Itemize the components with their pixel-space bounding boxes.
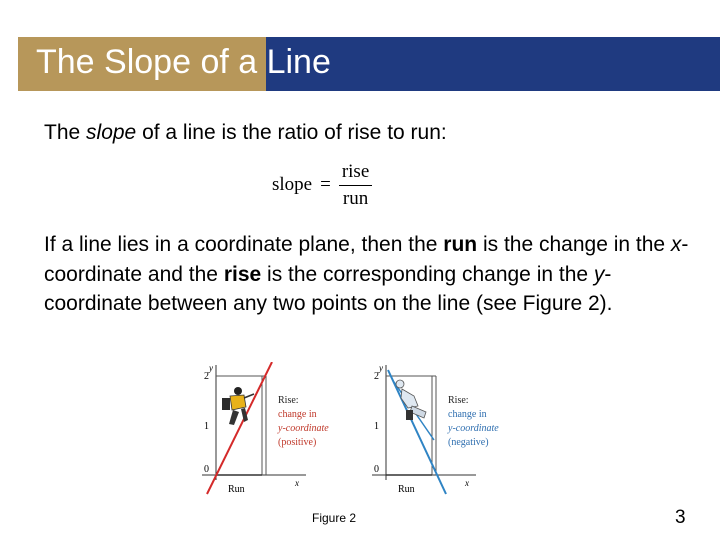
slide-title: The Slope of a Line xyxy=(36,43,331,81)
intro-sentence xyxy=(44,121,447,145)
intro-suffix: of a line is the ratio of rise to run: xyxy=(136,121,447,144)
run-label: Run xyxy=(228,484,245,495)
title-bar-blue-segment xyxy=(266,37,720,91)
x-axis-label: x xyxy=(465,478,469,488)
tick-label-0: 0 xyxy=(204,464,209,475)
explanation-paragraph xyxy=(44,230,694,319)
figure-negative-slope xyxy=(366,362,516,502)
tick-label-0: 0 xyxy=(374,464,379,475)
skier-illustration xyxy=(394,380,434,440)
para-italic-y: y xyxy=(593,262,605,286)
tick-label-2: 2 xyxy=(204,371,209,382)
tick-label-1: 1 xyxy=(374,421,379,432)
negative-slope-graph xyxy=(366,362,516,497)
para-bold-run: run xyxy=(443,233,478,256)
run-label: Run xyxy=(398,484,415,495)
figure-positive-slope xyxy=(196,362,346,502)
para-text-4: is the corresponding change in the xyxy=(261,262,594,286)
formula-denominator: run xyxy=(342,187,369,209)
formula-lhs: slope xyxy=(272,174,313,195)
y-axis-label: y xyxy=(209,363,213,373)
rise-line-3: (positive) xyxy=(278,437,317,448)
rise-title: Rise: xyxy=(448,395,469,406)
rise-line-1: change in xyxy=(278,409,317,420)
formula-numerator: rise xyxy=(339,161,372,186)
rise-line-2: y-coordinate xyxy=(278,423,329,434)
page-number: 3 xyxy=(675,507,686,528)
x-axis-label: x xyxy=(295,478,299,488)
intro-prefix: The xyxy=(44,121,87,144)
para-text-2: is the change in the xyxy=(477,233,671,256)
para-italic-x: x xyxy=(670,233,682,256)
rise-title: Rise: xyxy=(278,395,299,406)
climber-illustration xyxy=(222,387,254,425)
rise-line-2: y-coordinate xyxy=(448,423,499,434)
formula-equals: = xyxy=(320,174,331,195)
para-text-5: -coordinate between any two points on the line (see Figure 2). xyxy=(44,262,613,315)
positive-slope-graph xyxy=(196,362,346,497)
formula-fraction xyxy=(339,161,372,210)
para-text-1: If a line lies in a coordinate plane, then the xyxy=(44,233,444,256)
intro-italic-slope: slope xyxy=(86,121,137,144)
tick-label-1: 1 xyxy=(204,421,209,432)
y-axis-label: y xyxy=(379,363,383,373)
rise-line-1: change in xyxy=(448,409,487,420)
tick-label-2: 2 xyxy=(374,371,379,382)
para-bold-rise: rise xyxy=(223,262,262,286)
para-text-3: -coordinate and the xyxy=(44,233,689,286)
figure-caption: Figure 2 xyxy=(312,511,357,525)
slope-formula xyxy=(272,158,372,212)
rise-line-3: (negative) xyxy=(448,437,489,448)
